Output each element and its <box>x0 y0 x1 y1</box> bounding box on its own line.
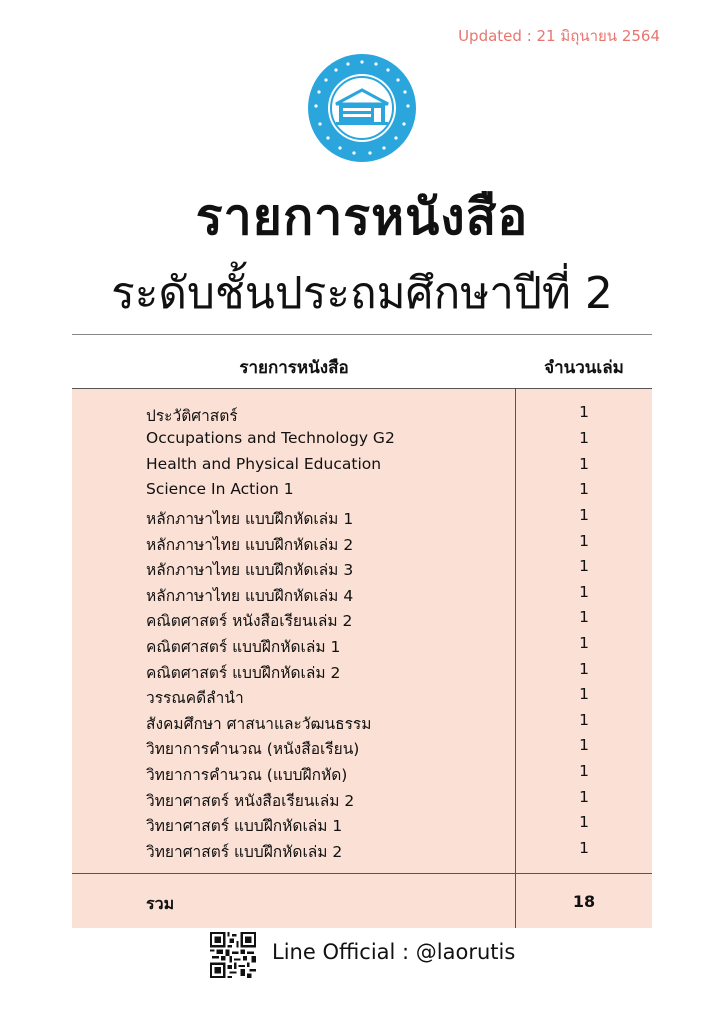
book-name: วิทยาการคำนวณ (หนังสือเรียน) <box>146 740 360 758</box>
book-qty: 1 <box>579 660 589 678</box>
book-qty: 1 <box>579 788 589 806</box>
book-name: สังคมศึกษา ศาสนาและวัฒนธรรม <box>146 715 372 733</box>
qr-code-icon <box>210 932 256 978</box>
column-header-qty: จำนวนเล่ม <box>544 358 624 378</box>
book-name: หลักภาษาไทย แบบฝึกหัดเล่ม 1 <box>146 510 354 528</box>
book-name: วิทยาศาสตร์ หนังสือเรียนเล่ม 2 <box>146 792 355 810</box>
book-qty: 1 <box>579 557 589 575</box>
book-qty: 1 <box>579 813 589 831</box>
book-name: คณิตศาสตร์ แบบฝึกหัดเล่ม 2 <box>146 664 341 682</box>
total-value: 18 <box>572 892 596 911</box>
book-name: คณิตศาสตร์ แบบฝึกหัดเล่ม 1 <box>146 638 341 656</box>
book-name: Health and Physical Education <box>146 455 382 473</box>
book-name: วิทยาการคำนวณ (แบบฝึกหัด) <box>146 766 348 784</box>
book-qty: 1 <box>579 634 589 652</box>
table-header <box>72 346 652 386</box>
school-logo <box>306 52 418 164</box>
page-subtitle: ระดับชั้นประถมศึกษาปีที่ 2 <box>111 268 613 319</box>
book-name: วรรณคดีลำนำ <box>146 689 244 707</box>
book-name: Science In Action 1 <box>146 480 294 498</box>
book-qty: 1 <box>579 608 589 626</box>
page-title: รายการหนังสือ <box>195 188 529 246</box>
book-qty: 1 <box>579 506 589 524</box>
book-qty: 1 <box>579 736 589 754</box>
book-qty: 1 <box>579 455 589 473</box>
book-qty: 1 <box>579 429 589 447</box>
book-name: หลักภาษาไทย แบบฝึกหัดเล่ม 2 <box>146 536 354 554</box>
updated-date: Updated : 21 มิถุนายน 2564 <box>458 27 660 45</box>
book-qty: 1 <box>579 762 589 780</box>
book-qty: 1 <box>579 480 589 498</box>
book-name: Occupations and Technology G2 <box>146 429 395 447</box>
column-header-book: รายการหนังสือ <box>239 358 349 378</box>
book-name: คณิตศาสตร์ หนังสือเรียนเล่ม 2 <box>146 612 353 630</box>
total-label: รวม <box>146 894 175 913</box>
book-name: วิทยาศาสตร์ แบบฝึกหัดเล่ม 1 <box>146 817 343 835</box>
book-qty: 1 <box>579 532 589 550</box>
book-qty: 1 <box>579 583 589 601</box>
book-name: หลักภาษาไทย แบบฝึกหัดเล่ม 4 <box>146 587 354 605</box>
book-name: หลักภาษาไทย แบบฝึกหัดเล่ม 3 <box>146 561 354 579</box>
book-name: วิทยาศาสตร์ แบบฝึกหัดเล่ม 2 <box>146 843 343 861</box>
book-name: ประวัติศาสตร์ <box>146 407 238 425</box>
book-qty: 1 <box>579 403 589 421</box>
divider <box>72 334 652 335</box>
book-qty: 1 <box>579 839 589 857</box>
line-official-contact: Line Official : @laorutis <box>272 940 516 964</box>
book-qty: 1 <box>579 711 589 729</box>
book-qty: 1 <box>579 685 589 703</box>
